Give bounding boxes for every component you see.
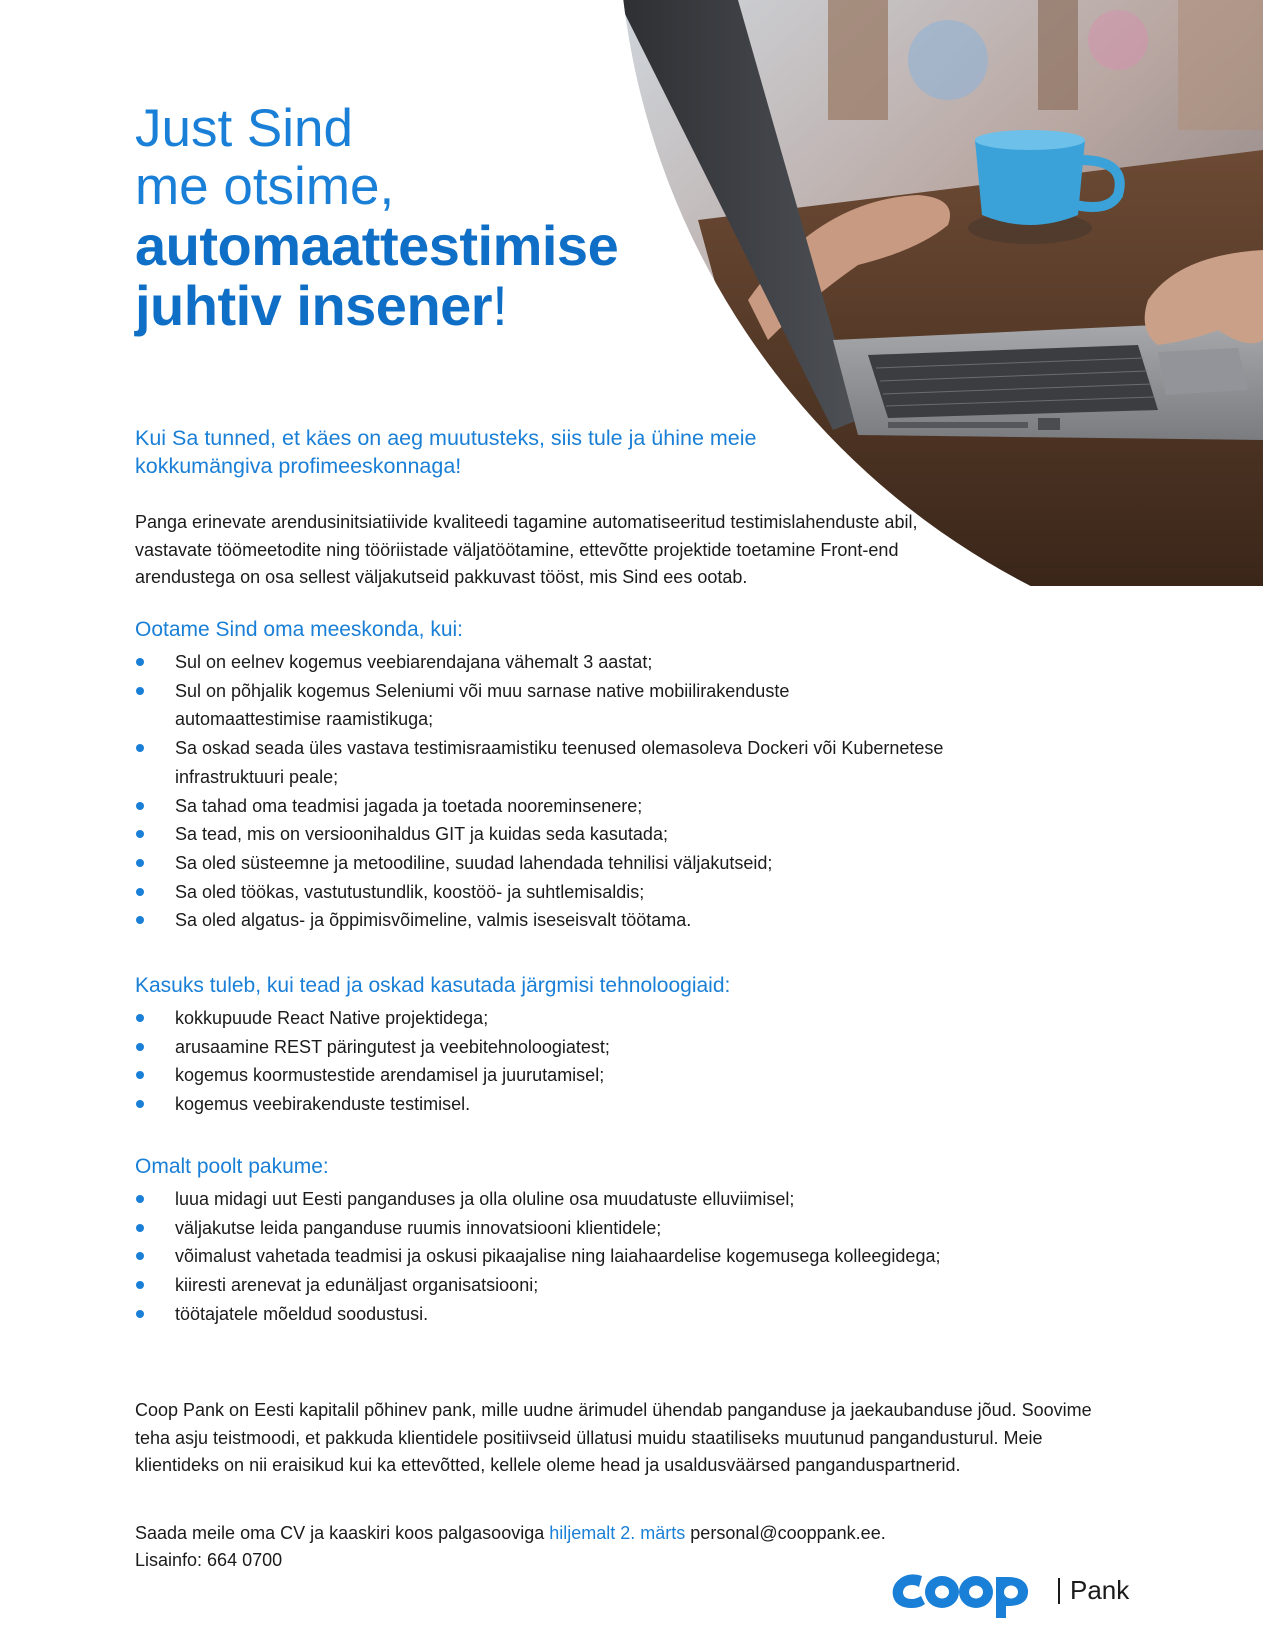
bullet-icon (136, 916, 144, 924)
bullet-icon (136, 1071, 144, 1079)
advantages-section (135, 972, 1155, 1119)
job-title-text: juhtiv insener (135, 274, 493, 337)
intro-paragraph: Panga erinevate arendusinitsiatiivide kvaliteedi tagamine automatiseeritud testimislahenduste abil, vastavate töömeetodite ning tööriistade väljatöötamine, ettevõtte projektide toetamine Front-end arendustega on osa sellest väljakutseid pakkuvast tööst, mis Sind ees ootab. (135, 512, 918, 587)
list-item-text: Sa oled töökas, vastutustundlik, koostöö- ja suhtlemisaldis; (175, 881, 645, 902)
list-item-text: kokkupuude React Native projektidega; (175, 1008, 489, 1028)
bullet-icon (136, 1310, 144, 1318)
list-item (135, 792, 1155, 821)
list-item (135, 1061, 1155, 1090)
title-line-3: automaattestimise (135, 214, 619, 277)
list-item-text: Sa oled algatus- ja õppimisvõimeline, valmis iseseisvalt töötama. (175, 910, 692, 931)
coop-pank-logo (888, 1564, 1148, 1620)
list-item-text: Sa oled süsteemne ja metoodiline, suudad lahendada tehnilisi väljakutseid; (175, 852, 773, 873)
list-item (135, 677, 935, 734)
list-item (135, 1214, 1155, 1243)
page-title (135, 100, 695, 336)
list-item (135, 1242, 1155, 1271)
offer-heading: Omalt poolt pakume: (135, 1155, 329, 1178)
bullet-icon (136, 802, 144, 810)
list-item-text: Sa oskad seada üles vastava testimisraamistiku teenused olemasoleva Dockeri või Kubernetese infrastruktuuri peale; (175, 738, 944, 787)
offer-list (135, 1185, 1155, 1329)
phone-info: Lisainfo: 664 0700 (135, 1550, 283, 1570)
list-item-text: kogemus koormustestide arendamisel ja juurutamisel; (175, 1065, 605, 1086)
hero-photo (618, 0, 1263, 586)
advantages-heading: Kasuks tuleb, kui tead ja oskad kasutada järgmisi tehnoloogiaid: (135, 974, 731, 997)
bullet-icon (136, 1281, 144, 1289)
list-item-text: Sul on põhjalik kogemus Seleniumi või muu sarnase native mobiilirakenduste automaattestimise raamistikuga; (175, 680, 790, 730)
title-line-2: me otsime, (135, 157, 395, 216)
email-address[interactable]: personal@cooppank.ee. (690, 1523, 886, 1543)
logo-pank-text: Pank (1070, 1575, 1130, 1605)
deadline-text: hiljemalt 2. märts (549, 1523, 686, 1543)
list-item (135, 1271, 1155, 1300)
bullet-icon (136, 1195, 144, 1203)
list-item-text: kiiresti arenevat ja edunäljast organisatsiooni; (175, 1275, 539, 1296)
bullet-icon (136, 744, 144, 752)
advantages-list (135, 1004, 1155, 1119)
coop-logo-wordmark (888, 1564, 1048, 1620)
list-item (135, 820, 1155, 849)
bullet-icon (136, 1252, 144, 1260)
bullet-icon (136, 658, 144, 666)
logo-divider (1058, 1578, 1060, 1604)
list-item (135, 1004, 1155, 1033)
list-item-text: Sa tead, mis on versioonihaldus GIT ja kuidas seda kasutada; (175, 824, 668, 845)
list-item (135, 734, 995, 791)
exclamation-mark: ! (492, 274, 508, 337)
bullet-icon (136, 1224, 144, 1232)
list-item-text: väljakutse leida panganduse ruumis innovatsiooni klientidele; (175, 1217, 662, 1238)
list-item-text: kogemus veebirakenduste testimisel. (175, 1094, 471, 1115)
list-item-text: arusaamine REST päringutest ja veebitehnoloogiatest; (175, 1036, 610, 1057)
title-line-1: Just Sind (135, 99, 354, 158)
list-item (135, 849, 1155, 878)
list-item-text: võimalust vahetada teadmisi ja oskusi pikaajalise ning laiahaardelise kogemusega kolleegidega; (175, 1246, 941, 1267)
list-item-text: Sa tahad oma teadmisi jagada ja toetada nooreminsenere; (175, 795, 643, 816)
list-item-text: luua midagi uut Eesti panganduses ja olla oluline osa muudatuste elluviimisel; (175, 1189, 795, 1209)
bullet-icon (136, 859, 144, 867)
lead-paragraph: Kui Sa tunned, et käes on aeg muutusteks, siis tule ja ühine meie kokkumängiva profimeeskonnaga! (135, 426, 757, 478)
bullet-icon (136, 1014, 144, 1022)
requirements-heading: Ootame Sind oma meeskonda, kui: (135, 618, 464, 641)
list-item (135, 648, 1155, 677)
list-item (135, 1300, 1155, 1329)
offer-section (135, 1153, 1155, 1329)
bullet-icon (136, 1100, 144, 1108)
list-item (135, 878, 1155, 907)
about-paragraph: Coop Pank on Eesti kapitalil põhinev pank, mille uudne ärimudel ühendab panganduse ja jaekaubanduse jõud. Soovime teha asju teistmoodi, et pakkuda klientidele positiivseid üllatusi muidu staatiliseks muutunud pangandusturul. Meie klientideks on nii eraisikud kui ka ettevõtted, kellele oleme head ja usaldusväärsed panganduspartnerid. (135, 1400, 1092, 1475)
title-line-4 (135, 276, 695, 336)
list-item (135, 1090, 1155, 1119)
bullet-icon (136, 687, 144, 695)
list-item (135, 1185, 1155, 1214)
bullet-icon (136, 830, 144, 838)
list-item (135, 1033, 1155, 1062)
list-item-text: Sul on eelnev kogemus veebiarendajana vähemalt 3 aastat; (175, 652, 653, 672)
list-item-text: töötajatele mõeldud soodustusi. (175, 1303, 429, 1324)
bullet-icon (136, 888, 144, 896)
requirements-list (135, 648, 1155, 935)
requirements-section (135, 616, 1155, 935)
list-item (135, 906, 1155, 935)
bullet-icon (136, 1043, 144, 1051)
contact-prefix: Saada meile oma CV ja kaaskiri koos palgasooviga (135, 1523, 545, 1543)
